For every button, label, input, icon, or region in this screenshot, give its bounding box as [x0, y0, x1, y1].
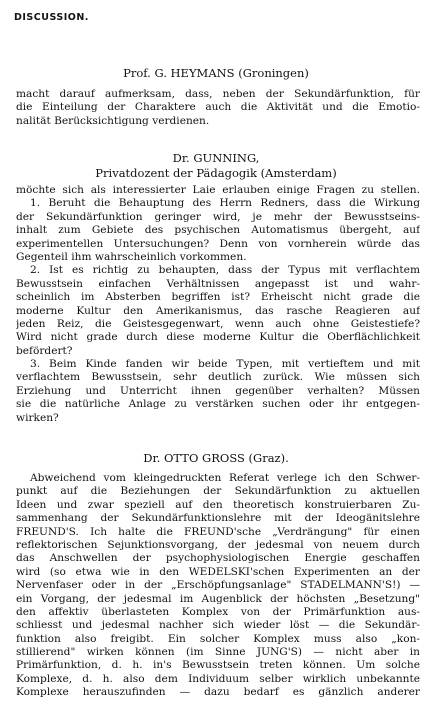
text-line: Primärfunktion, d. h. in's Bewusstsein treten können. Um solche — [16, 659, 420, 672]
text-line: Komplexe, d. h. also dem Individuum selber wirklich unbekannte — [16, 672, 420, 685]
discussion-section-gunning — [16, 184, 420, 425]
text-line: moderne Kultur den Amerikanismus, das rasche Reagieren auf — [16, 304, 420, 317]
discussion-section-heymans — [16, 88, 420, 128]
text-line: jeden Reiz, die Geistesgegenwart, wenn auch ohne Geistestiefe? — [16, 317, 420, 330]
text-line: experimentellen Untersuchungen? Denn von vornherein würde das — [16, 237, 420, 250]
text-line: Nervenfaser oder in der „Erschöpfungsanlage" STADELMANN'S!) — — [16, 579, 420, 592]
text-line: der Sekundärfunktion geringer wird, je mehr der Bewusstseins- — [16, 210, 420, 223]
text-line: wirken? — [16, 411, 59, 424]
text-line: sie die natürliche Anlage zu verstärken suchen oder ihr entgegen- — [16, 398, 420, 411]
speaker-heading-gross: Dr. OTTO GROSS (Graz). — [143, 451, 289, 465]
text-line: reflektorischen Sejunktionsvorgang, der jedesmal von neuem durch — [16, 538, 420, 551]
text-line: 1. Beruht die Behauptung des Herrn Redners, dass die Wirkung — [30, 197, 420, 210]
discussion-section-gross — [16, 472, 420, 700]
text-line: ein Vorgang, der jedesmal im Augenblick der höchsten „Besetzung" — [16, 592, 420, 605]
text-line: scheinlich im Absterben begriffen ist? Erheischt nicht grade die — [16, 291, 420, 304]
text-line: verflachtem Bewusstsein, sehr deutlich zurück. Wie müssen sich — [16, 371, 420, 384]
text-line: inhalt zum Gebiete des psychischen Automatismus übergeht, auf — [16, 224, 420, 237]
text-line: sammenhang der Sekundärfunktionslehre mit der Ideogänitslehre — [16, 512, 420, 525]
running-head: DISCUSSION. — [14, 12, 89, 23]
text-line: funktion also freigibt. Ein solcher Komplex muss also „kon- — [16, 632, 420, 645]
speaker-heading-gunning: Dr. GUNNING, — [172, 151, 260, 165]
text-line: schliesst und jedesmal nachher sich wieder löst — die Sekundär- — [16, 619, 420, 632]
text-line: stillierend" wirken können (im Sinne JUNG'S) — nicht aber in — [16, 646, 420, 659]
text-line: wird (so etwa wie in den WEDELSKI'schen Experimenten an der — [16, 565, 420, 578]
text-line: Bewusstsein einfachen Verhältnissen angepasst ist und wahr- — [16, 277, 420, 290]
text-line: 2. Ist es richtig zu behaupten, dass der Typus mit verflachtem — [30, 264, 420, 277]
text-line: nalität Berücksichtigung verdienen. — [16, 114, 210, 127]
text-line: Komplexe herauszufinden — dazu bedarf es gänzlich anderer — [16, 686, 420, 699]
text-line: macht darauf aufmerksam, dass, neben der Sekundärfunktion, für — [16, 88, 420, 100]
text-line: die Einteilung der Charaktere auch die Aktivität und die Emotio- — [16, 101, 420, 114]
text-line: Wird nicht grade durch diese moderne Kultur die Oberflächlichkeit — [16, 331, 420, 344]
text-line: 3. Beim Kinde fanden wir beide Typen, mit vertieftem und mit — [30, 358, 420, 371]
text-line: punkt auf die Beziehungen der Sekundärfunktion zu aktuellen — [16, 485, 420, 498]
text-line: Ideen und zwar speziell auf den theoretisch konstruierbaren Zu- — [16, 498, 420, 511]
text-line: FREUND'S. Ich halte die FREUND'sche „Verdrängung" für einen — [16, 525, 420, 538]
text-line: den affektiv überlasteten Komplex von der Primärfunktion aus- — [16, 605, 420, 618]
speaker-affiliation-gunning: Privatdozent der Pädagogik (Amsterdam) — [95, 166, 337, 180]
text-line: Abweichend vom kleingedruckten Referat verlege ich den Schwer- — [30, 472, 420, 484]
text-line: das Anschwellen der psychophysiologischen Energie geschaffen — [16, 552, 420, 565]
text-line: Gegenteil ihm wahrscheinlich vorkommen. — [16, 250, 247, 263]
text-line: Erziehung und Unterricht ihnen gegenüber verhalten? Müssen — [16, 384, 420, 397]
speaker-heading-heymans: Prof. G. HEYMANS (Groningen) — [123, 66, 309, 80]
text-line: möchte sich als interessierter Laie erlauben einige Fragen zu stellen. — [16, 184, 420, 196]
text-line: befördert? — [16, 344, 73, 357]
